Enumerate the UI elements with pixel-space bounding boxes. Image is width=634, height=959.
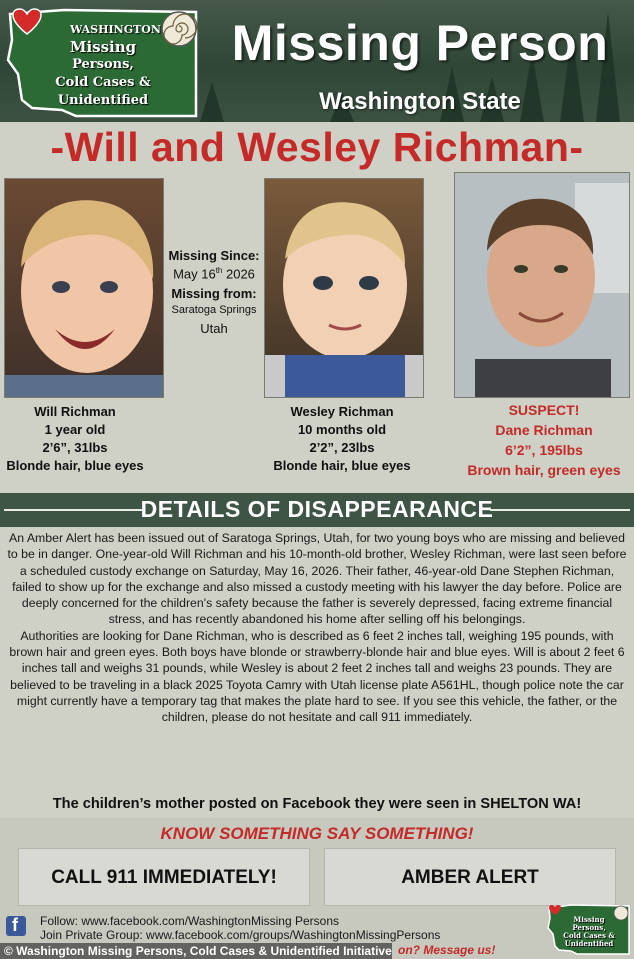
question-text: on? Message us! bbox=[398, 943, 496, 957]
details-paragraph-1: An Amber Alert has been issued out of Saratoga Springs, Utah, for two young boys who are missing and believed to be in danger. One-year-old Will Richman and his 10-month-old brother, Wesley Richman, were last seen before a scheduled custody exchange on Saturday, May 16, 2026. Their father, 46-year-old Dane Stephen Richman, failed to show up for the exchange and also missed a custody meeting with his lawyer the day before. Police are deeply concerned for the children's safety because the father is severely depressed, facing extreme financial stress, and has recently abandoned his home after selling off his belongings. bbox=[7, 531, 627, 627]
missing-from-city: Saratoga Springs bbox=[171, 304, 257, 316]
suspect-features: Brown hair, green eyes bbox=[467, 462, 621, 478]
logo-state-text: WASHINGTON bbox=[70, 23, 161, 36]
suspect-name: Dane Richman bbox=[495, 422, 593, 438]
shelton-sighting-note: The children’s mother posted on Facebook they were seen in SHELTON WA! bbox=[52, 796, 582, 812]
logo-line-2: Persons, bbox=[72, 57, 134, 72]
caption-suspect bbox=[454, 400, 634, 480]
missing-from-state: Utah bbox=[200, 321, 228, 336]
wesley-size: 2’2”, 23lbs bbox=[309, 440, 375, 455]
heart-icon bbox=[12, 8, 42, 36]
call-911-box: CALL 911 IMMEDIATELY! bbox=[18, 848, 310, 906]
page-subtitle: Washington State bbox=[319, 88, 521, 115]
footer-logo-line-4: Unidentified bbox=[564, 939, 614, 948]
will-size: 2’6”, 31lbs bbox=[42, 440, 108, 455]
details-body bbox=[6, 530, 628, 726]
wesley-name: Wesley Richman bbox=[290, 404, 394, 419]
caption-will bbox=[0, 403, 150, 475]
amber-alert-box: AMBER ALERT bbox=[324, 848, 616, 906]
header-banner bbox=[0, 0, 634, 122]
page-title: Missing Person bbox=[231, 15, 609, 71]
join-group-link[interactable]: Join Private Group: www.facebook.com/groups/WashingtonMissingPersons bbox=[40, 928, 441, 942]
follow-link[interactable]: Follow: www.facebook.com/WashingtonMissing Persons bbox=[40, 914, 340, 928]
facebook-icon: f bbox=[6, 916, 26, 936]
missing-names-heading: -Will and Wesley Richman- bbox=[50, 124, 584, 170]
footer-logo bbox=[547, 902, 631, 956]
footer-logo-line-3: Cold Cases & bbox=[563, 931, 615, 940]
organization-logo bbox=[4, 4, 200, 118]
footer-logo-line-2: Persons, bbox=[572, 923, 606, 932]
logo-line-1: Missing bbox=[69, 38, 137, 56]
missing-since-date: May 16th 2026 bbox=[173, 266, 255, 282]
footer-logo-line-1: Missing bbox=[573, 915, 605, 924]
caption-wesley bbox=[262, 403, 422, 475]
slogan: KNOW SOMETHING SAY SOMETHING! bbox=[160, 824, 474, 843]
missing-since-label: Missing Since: bbox=[168, 248, 260, 263]
details-header-bar bbox=[0, 493, 634, 527]
photo-wesley-richman bbox=[264, 178, 424, 398]
details-heading: DETAILS OF DISAPPEARANCE bbox=[140, 496, 494, 522]
missing-from-label: Missing from: bbox=[171, 286, 257, 301]
logo-line-4: Unidentified bbox=[57, 93, 149, 108]
will-name: Will Richman bbox=[34, 404, 116, 419]
photo-will-richman bbox=[4, 178, 164, 398]
suspect-size: 6’2”, 195lbs bbox=[505, 442, 583, 458]
copyright-watermark: © Washington Missing Persons, Cold Cases & Unidentified Initiative bbox=[0, 943, 392, 959]
wesley-features: Blonde hair, blue eyes bbox=[273, 458, 411, 473]
will-age: 1 year old bbox=[44, 422, 106, 437]
wesley-age: 10 months old bbox=[297, 422, 387, 437]
logo-line-3: Cold Cases & bbox=[55, 75, 151, 90]
details-paragraph-2: Authorities are looking for Dane Richman, who is described as 6 feet 2 inches tall, weighing 195 pounds, with brown hair and green eyes. Both boys have blonde or strawberry-blonde hair and blue eyes. Will is about 2 feet 6 inches tall and weighs 31 pounds, while Wesley is about 2 feet 2 inches tall and weighs 23 pounds. They are believed to be traveling in a black 2025 Toyota Camry with Utah license plate A561HL, though police note the car might currently have a temporary tag that makes the plate hard to see. If you see this vehicle, the father, or the children, please do not hesitate and call 911 immediately. bbox=[9, 628, 625, 725]
suspect-tag: SUSPECT! bbox=[508, 402, 580, 418]
will-features: Blonde hair, blue eyes bbox=[6, 458, 144, 473]
photo-dane-richman bbox=[454, 172, 630, 398]
